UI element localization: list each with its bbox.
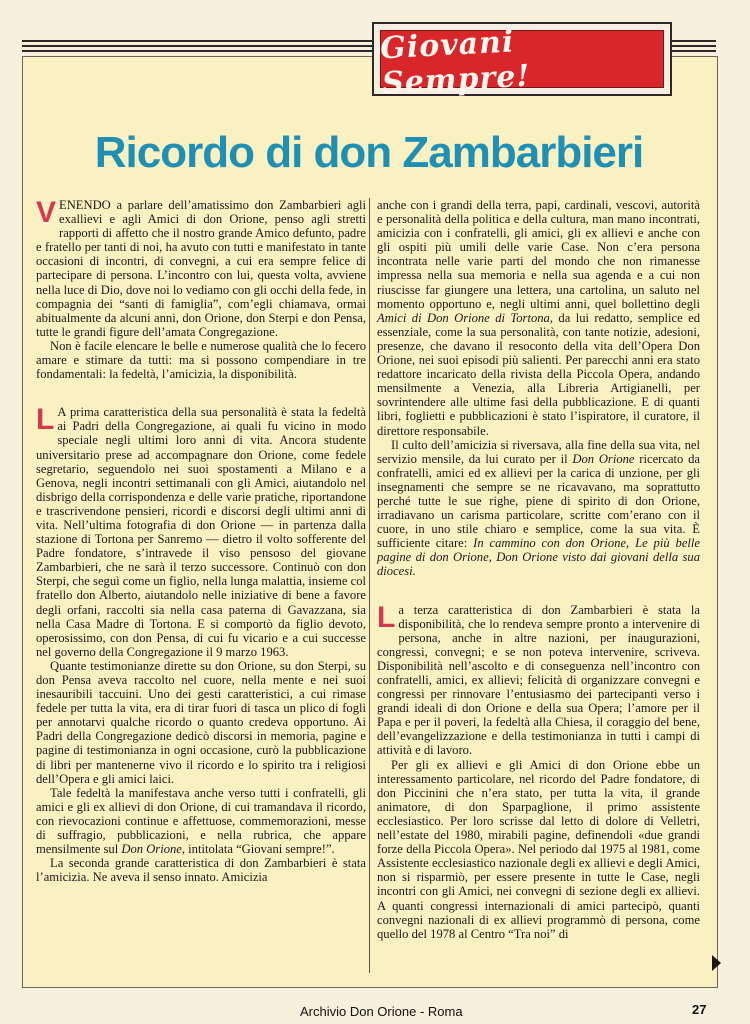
paragraph: Quante testimonianze dirette su don Orione, su don Sterpi, su don Pensa aveva raccolto nel cuore, nella mente e nei suoi inesauribili taccuini. Uno dei gesti caratteristici, a cui rimase fedele per tutta la vita, era di tirar fuori di tasca un plico di fogli per annotarvi qualche ricordo o quanto credeva opportuno. Ai Padri della Congregazione dedicò discorsi in memoria, pagine e pagine di testimonianza in ogni occasione, curò la pubblicazione di libri per mantenerne vivo il ricordo e lo spirito tra i religiosi dell’Opera e gli amici laici. (36, 658, 366, 786)
paragraph-text: Il culto dell’amicizia si riversava, alla fine della sua vita, nel servizio mensile, da lui curato per il (377, 437, 700, 466)
continue-arrow-icon (712, 955, 721, 971)
paragraph (36, 198, 366, 339)
article-column-left (36, 198, 366, 884)
paragraph-text: , intitolata “Giovani sempre!”. (181, 842, 335, 857)
article-title: Ricordo di don Zambarbieri (94, 128, 644, 177)
header-rules-right (668, 40, 716, 56)
drop-cap: L (377, 600, 396, 634)
banner-red-label (379, 24, 664, 102)
paragraph: Per gli ex allievi e gli Amici di don Orione ebbe un interessamento particolare, nel ricordo del Padre fondatore, di don Piccinini che n’era stato, per tutta la vita, il grande animatore, di don Sparpaglione, il primo assistente ecclesiastico. Per loro scrisse dal letto di dolore di Velletri, nell’estate del 1980, mirabili pagine, definendoli «due grandi forze della Piccola Opera». Nel periodo dal 1975 al 1981, come Assistente ecclesiastico nazionale degli ex allievi e degli Amici, non si risparmiò, per essere presente in tutte le Case, negli incontri con gli Amici, nei convegni di sezione degli ex allievi. A quanti congressi internazionali di amici partecipò, quanti convegni nazionali di ex allievi programmò di persona, come quello del 1978 al Centro “Tra noi” di (377, 757, 700, 941)
drop-cap: L (36, 403, 55, 437)
paragraph-text: Tale fedeltà la manifestava anche verso tutti i confratelli, gli amici e gli ex allievi di don Orione, di cui tramandava il ricordo, con rievocazioni continue e affettuose, commemorazioni, messe di suffragio, pubblicazioni, e nella rubrica, che appare mensilmente sul (36, 785, 366, 857)
column-banner (372, 22, 672, 102)
paragraph (36, 405, 366, 659)
paragraph-text: a terza caratteristica di don Zambarbieri è stata la disponibilità, che lo rendeva sempre pronto a intervenire di persona, anche in altre nazioni, per inaugurazioni, congressi, convegni; e se non poteva intervenire, scriveva. Disponibilità nell’ascolto e di conseguenza nell’incontro con confratelli, amici, ex allievi; felicità di organizzare convegni e congressi per rinnovare l’entusiasmo dei partecipanti verso i grandi ideali di don Orione e della sua Opera; l’amore per il Papa e per il poveri, la fedeltà alla Chiesa, il coraggio del bene, dell’evangelizzazione e della testimonianza in tutti i campi di attività e di lavoro. (377, 602, 700, 758)
paragraph: Non è facile elencare le belle e numerose qualità che lo fecero amare e stimare da tutti: ma si possono compendiare in tre fondamentali: la fedeltà, l’amicizia, la disponibilità. (36, 338, 366, 382)
paragraph-text: anche con i grandi della terra, papi, cardinali, vescovi, autorità e personalità della politica e della cultura, man mano incontrati, amicizia con i confratelli, gli amici, gli ex allievi e anche con gli ospiti più umili delle varie Case. Non c’era persona incontrata nelle varie parti del mondo che non rimanesse impressa nella sua memoria e nella sua agenda e a cui non riuscisse far giungere una lettera, una cartolina, un saluto nel momento opportuno e, negli ultimi anni, quel bollettino degli (377, 198, 700, 311)
column-divider (369, 198, 370, 973)
paragraph-text: , da lui redatto, semplice ed essenziale, come la sua personalità, con tante notizie, adesioni, presenze, che davano il resoconto della vita dell’Opera Don Orione, nei suoi episodi più salienti. Per parecchi anni era stato redattore incaricato della rivista della Piccola Opera, andando mensilmente a Venezia, alla Libreria Artigianelli, per sovrintendere alle ultime fasi della pubblicazione. E di quanti libri, foglietti e pubblicazioni è stato l’ispiratore, il curatore, il direttore responsabile. (377, 310, 700, 438)
page-number: 27 (692, 1002, 707, 1017)
header-rules (22, 40, 382, 56)
paragraph-text: A prima caratteristica della sua personalità è stata la fedeltà ai Padri della Congregazione, ai quali fu vicino in modo speciale negli ultimi loro anni di vita. Ancora studente universitario prese ad accompagnare don Orione, come fedele segretario, seguendolo nei suoi spostamenti a Milano e a Genova, negli incontri settimanali con gli Amici, aiutandolo nel disbrigo della corrispondenza e delle varie pratiche, riportandone e trascrivendone pensieri, ricordi e discorsi degli ultimi anni di vita. Nell’ultima fotografia di don Orione — in partenza dalla stazione di Tortona per Sanremo — dietro il volto sofferente del Padre fondatore, s’intravede il viso pensoso del giovane Zambarbieri, che ne sarà il terzo successore. Continuò con don Sterpi, che seguì come un figlio, nella lunga malattia, insieme col fratello don Alberto, aiutandolo nelle iniziative di bene a favore degli orfani, raccolti sia nella casa paterna di Gavazzana, sia nella Casa Madre di Tortona. E si comportò da figlio devoto, operosissimo, con don Pensa, di cui fu vicario e a cui successe nel governo della Congregazione il 9 marzo 1963. (36, 405, 366, 659)
article-column-right (377, 198, 700, 941)
paragraph (377, 198, 700, 438)
book-titles: In cammino con don Orione, Le più belle pagine di don Orione, Don Orione visto dai giovani della sua diocesi. (377, 536, 700, 579)
bulletin-title: Amici di Don Orione di Tortona (377, 310, 550, 325)
archive-credit: Archivio Don Orione - Roma (300, 1004, 463, 1019)
paragraph (377, 600, 700, 758)
banner-text: Giovani Sempre! (379, 24, 532, 102)
paragraph (377, 438, 700, 579)
magazine-title: Don Orione (572, 451, 635, 466)
drop-cap: V (36, 196, 57, 229)
paragraph-text: ENENDO a parlare dell’amatissimo don Zambarbieri agli exallievi e agli Amici di don Orione, penso agli stretti rapporti di affetto che il nostro grande Amico defunto, padre e fratello per tanti di noi, ha avuto con tutti e manifestato in tante occasioni di incontri, di convegni, a cui era sempre felice di partecipare di persona. L’incontro con lui, questa volta, avviene nella luce di Dio, dove noi lo vediamo con gli occhi della fede, in compagnia dei “santi di famiglia”, com’egli chiamava, ormai abitualmente da alcuni anni, don Orione, don Sterpi e don Pensa, tutte le grandi figure dell’amata Congregazione. (36, 198, 366, 339)
magazine-title: Don Orione (121, 842, 182, 857)
paragraph-text: ricercato da confratelli, amici ed ex allievi per la carica di unzione, per gli insegnamenti che sempre se ne ricavavano, ma soprattutto perché tutte le sue righe, piene di spirito di don Orione, irradiavano un carisma particolare, scritte com’erano con il cuore, in uno stile chiaro e semplice, come la sua vita. È sufficiente citare: (377, 451, 700, 551)
paragraph: La seconda grande caratteristica di don Zambarbieri è stata l’amicizia. Ne aveva il senso innato. Amicizia (36, 856, 366, 885)
paragraph (36, 786, 366, 856)
